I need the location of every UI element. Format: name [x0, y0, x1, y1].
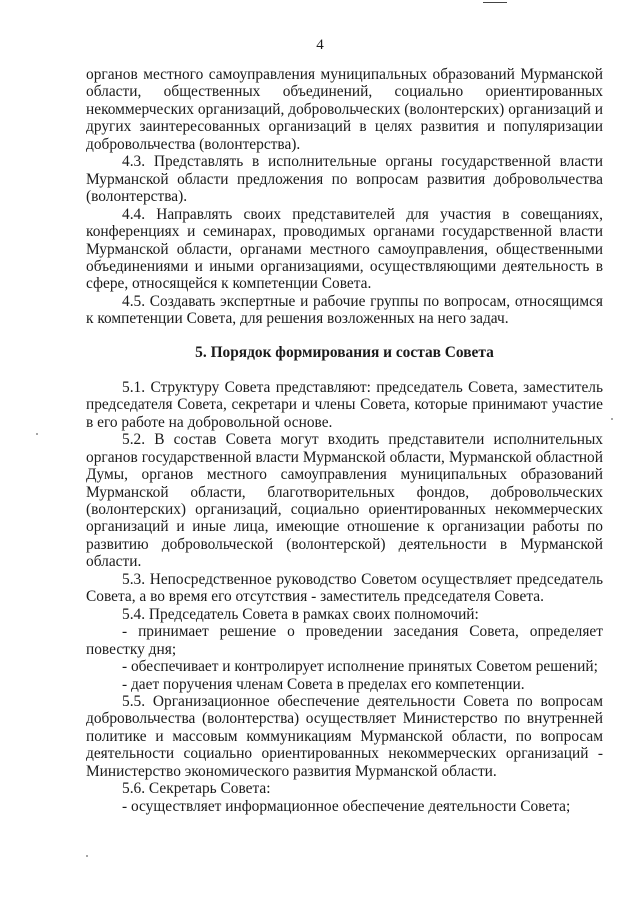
paragraph-4-5: 4.5. Создавать экспертные и рабочие группы по вопросам, относящимся к компетенции Совета, для решения возложенных на него задач. [86, 292, 603, 328]
scan-speck [86, 855, 88, 857]
section-heading: 5. Порядок формирования и состав Совета [195, 343, 494, 361]
paragraph-4-4: 4.4. Направлять своих представителей для участия в совещаниях, конференциях и семинарах, проводимых органами государственной власти Мурманской области, органами местного самоуправления, общественными объединениями и иными организациями, осуществляющими деятельность в сфере, относящейся к компетенции Совета. [86, 205, 603, 293]
paragraph-continuation: органов местного самоуправления муниципальных образований Мурманской области, общественных объединений, социально ориентированных некоммерческих организаций, добровольческих (волонтерских) организаций и других заинтересованных организаций в целях развития и популяризации добровольчества (волонтерства). [86, 66, 603, 153]
list-item: - обеспечивает и контролирует исполнение принятых Советом решений; [122, 658, 598, 676]
scan-speck [36, 433, 38, 435]
page-number: 4 [316, 37, 324, 53]
list-item: - дает поручения членам Совета в пределах его компетенции. [122, 675, 525, 693]
paragraph-5-1: 5.1. Структуру Совета представляют: председатель Совета, заместитель председателя Совета, секретари и члены Совета, которые принимают участие в его работе на добровольной основе. [86, 378, 603, 431]
document-body [86, 66, 603, 815]
paragraph-5-2: 5.2. В состав Совета могут входить представители исполнительных органов государственной власти Мурманской области, Мурманской областной Думы, органов местного самоуправления муниципальных образований Мурманской области, благотворительных фондов, добровольческих (волонтерских) организаций, социально ориентированных некоммерческих организаций и иные лица, имеющие отношение к организации работы по развитию добровольческой (волонтерской) деятельности в Мурманской области. [86, 431, 603, 571]
paragraph-5-5: 5.5. Организационное обеспечение деятельности Совета по вопросам добровольчества (волонтерства) осуществляет Министерство по внутренней политике и массовым коммуникациям Мурманской области, по вопросам деятельности социально ориентированных некоммерческих организаций - Министерство экономического развития Мурманской области. [86, 692, 603, 780]
scan-speck [611, 418, 613, 420]
paragraph-5-4: 5.4. Председатель Совета в рамках своих полномочий: [122, 605, 479, 623]
scan-mark [483, 2, 507, 3]
paragraph-5-3: 5.3. Непосредственное руководство Советом осуществляет председатель Совета, а во время его отсутствия - заместитель председателя Совета. [86, 570, 603, 606]
paragraph-4-3: 4.3. Представлять в исполнительные органы государственной власти Мурманской области предложения по вопросам развития добровольчества (волонтерства). [86, 153, 603, 206]
list-item: - осуществляет информационное обеспечение деятельности Совета; [122, 797, 571, 815]
paragraph-5-6: 5.6. Секретарь Совета: [122, 780, 271, 798]
list-item: - принимает решение о проведении заседания Совета, определяет повестку дня; [86, 623, 603, 658]
